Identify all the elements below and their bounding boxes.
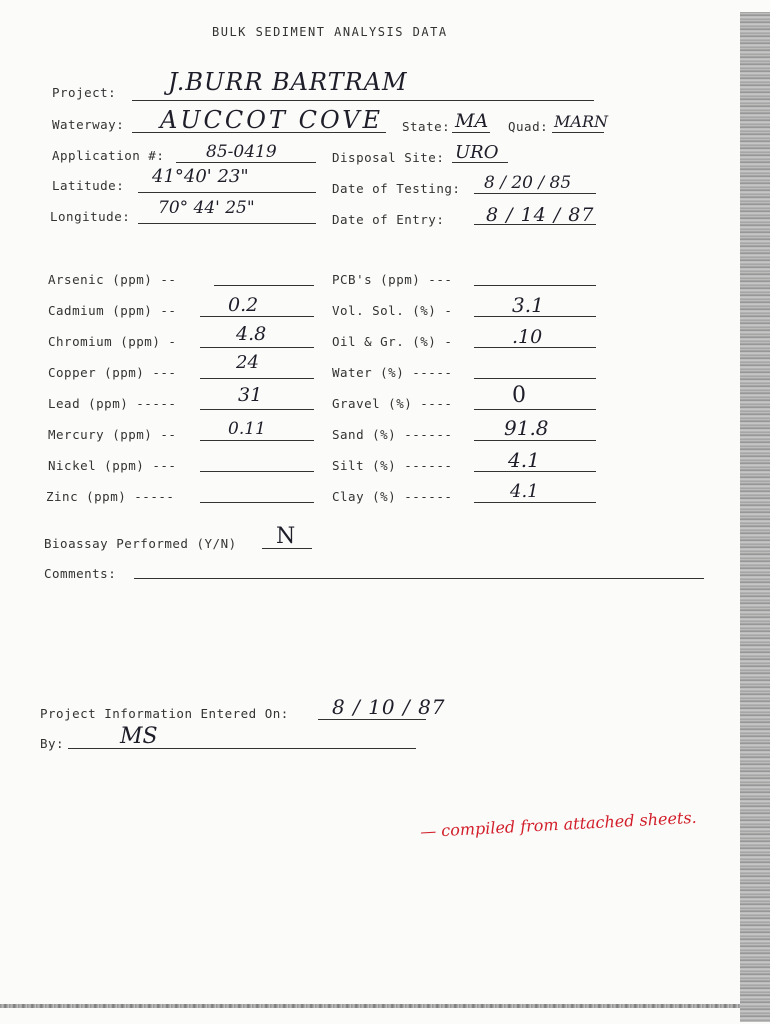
pcbs-label: PCB's (ppm) --- (332, 272, 453, 287)
comments-label: Comments: (44, 566, 117, 581)
silt-value: 4.1 (508, 448, 540, 472)
entered-value: 8 / 10 / 87 (332, 695, 446, 719)
scan-edge-right (740, 12, 770, 1022)
quad-value: MARN (554, 112, 608, 131)
by-value: MS (120, 724, 158, 749)
gravel-line (474, 409, 596, 410)
lead-value: 31 (238, 384, 263, 406)
cadmium-label: Cadmium (ppm) -- (48, 303, 177, 318)
quad-line (552, 132, 604, 133)
project-line (132, 100, 594, 101)
application-value: 85-0419 (206, 142, 277, 162)
gravel-label: Gravel (%) ---- (332, 396, 453, 411)
lead-line (200, 409, 314, 410)
zinc-line (200, 502, 314, 503)
chromium-line (200, 347, 314, 348)
testing-line (474, 193, 596, 194)
sand-line (474, 440, 596, 441)
project-label: Project: (52, 85, 117, 100)
by-label: By: (40, 736, 65, 751)
sand-label: Sand (%) ------ (332, 427, 453, 442)
chromium-label: Chromium (ppm) - (48, 334, 177, 349)
vol-sol-label: Vol. Sol. (%) - (332, 303, 453, 318)
longitude-label: Longitude: (50, 209, 131, 224)
cadmium-line (200, 316, 314, 317)
gravel-value: 0 (512, 383, 526, 408)
mercury-value: 0.11 (228, 419, 266, 439)
longitude-value: 70° 44' 25" (158, 198, 255, 218)
application-line (176, 162, 316, 163)
waterway-value: AUCCOT COVE (160, 106, 384, 134)
scan-edge-bottom (0, 1004, 740, 1008)
oil-gr-label: Oil & Gr. (%) - (332, 334, 453, 349)
lead-label: Lead (ppm) ----- (48, 396, 177, 411)
project-value: J.BURR BARTRAM (168, 68, 408, 96)
water-label: Water (%) ----- (332, 365, 453, 380)
latitude-label: Latitude: (52, 178, 125, 193)
chromium-value: 4.8 (236, 323, 267, 345)
disposal-label: Disposal Site: (332, 150, 445, 165)
mercury-line (200, 440, 314, 441)
mercury-label: Mercury (ppm) -- (48, 427, 177, 442)
arsenic-line (214, 285, 314, 286)
clay-line (474, 502, 596, 503)
latitude-line (138, 192, 316, 193)
clay-label: Clay (%) ------ (332, 489, 453, 504)
pcbs-line (474, 285, 596, 286)
bioassay-label: Bioassay Performed (Y/N) (44, 536, 237, 551)
compiled-note: — compiled from attached sheets. (419, 807, 698, 842)
state-label: State: (402, 119, 451, 134)
testing-label: Date of Testing: (332, 181, 461, 196)
clay-value: 4.1 (510, 481, 539, 502)
state-value: MA (455, 110, 489, 132)
waterway-label: Waterway: (52, 117, 125, 132)
copper-label: Copper (ppm) --- (48, 365, 177, 380)
nickel-line (200, 471, 314, 472)
form-title: BULK SEDIMENT ANALYSIS DATA (212, 25, 448, 39)
bioassay-value: N (276, 524, 296, 549)
state-line (452, 132, 490, 133)
cadmium-value: 0.2 (228, 294, 259, 316)
disposal-value: URO (455, 142, 499, 163)
entered-line (318, 719, 426, 720)
entry-label: Date of Entry: (332, 212, 445, 227)
oil-gr-value: .10 (512, 326, 543, 348)
entered-label: Project Information Entered On: (40, 706, 289, 721)
testing-value: 8 / 20 / 85 (484, 173, 572, 193)
vol-sol-value: 3.1 (512, 293, 544, 317)
quad-label: Quad: (508, 119, 549, 134)
latitude-value: 41°40' 23" (152, 166, 249, 187)
nickel-label: Nickel (ppm) --- (48, 458, 177, 473)
zinc-label: Zinc (ppm) ----- (46, 489, 175, 504)
comments-line (134, 578, 704, 579)
arsenic-label: Arsenic (ppm) -- (48, 272, 177, 287)
copper-value: 24 (236, 352, 259, 373)
application-label: Application #: (52, 148, 165, 163)
water-line (474, 378, 596, 379)
sand-value: 91.8 (504, 416, 549, 440)
longitude-line (138, 223, 316, 224)
entry-value: 8 / 14 / 87 (486, 204, 595, 226)
silt-label: Silt (%) ------ (332, 458, 453, 473)
copper-line (200, 378, 314, 379)
